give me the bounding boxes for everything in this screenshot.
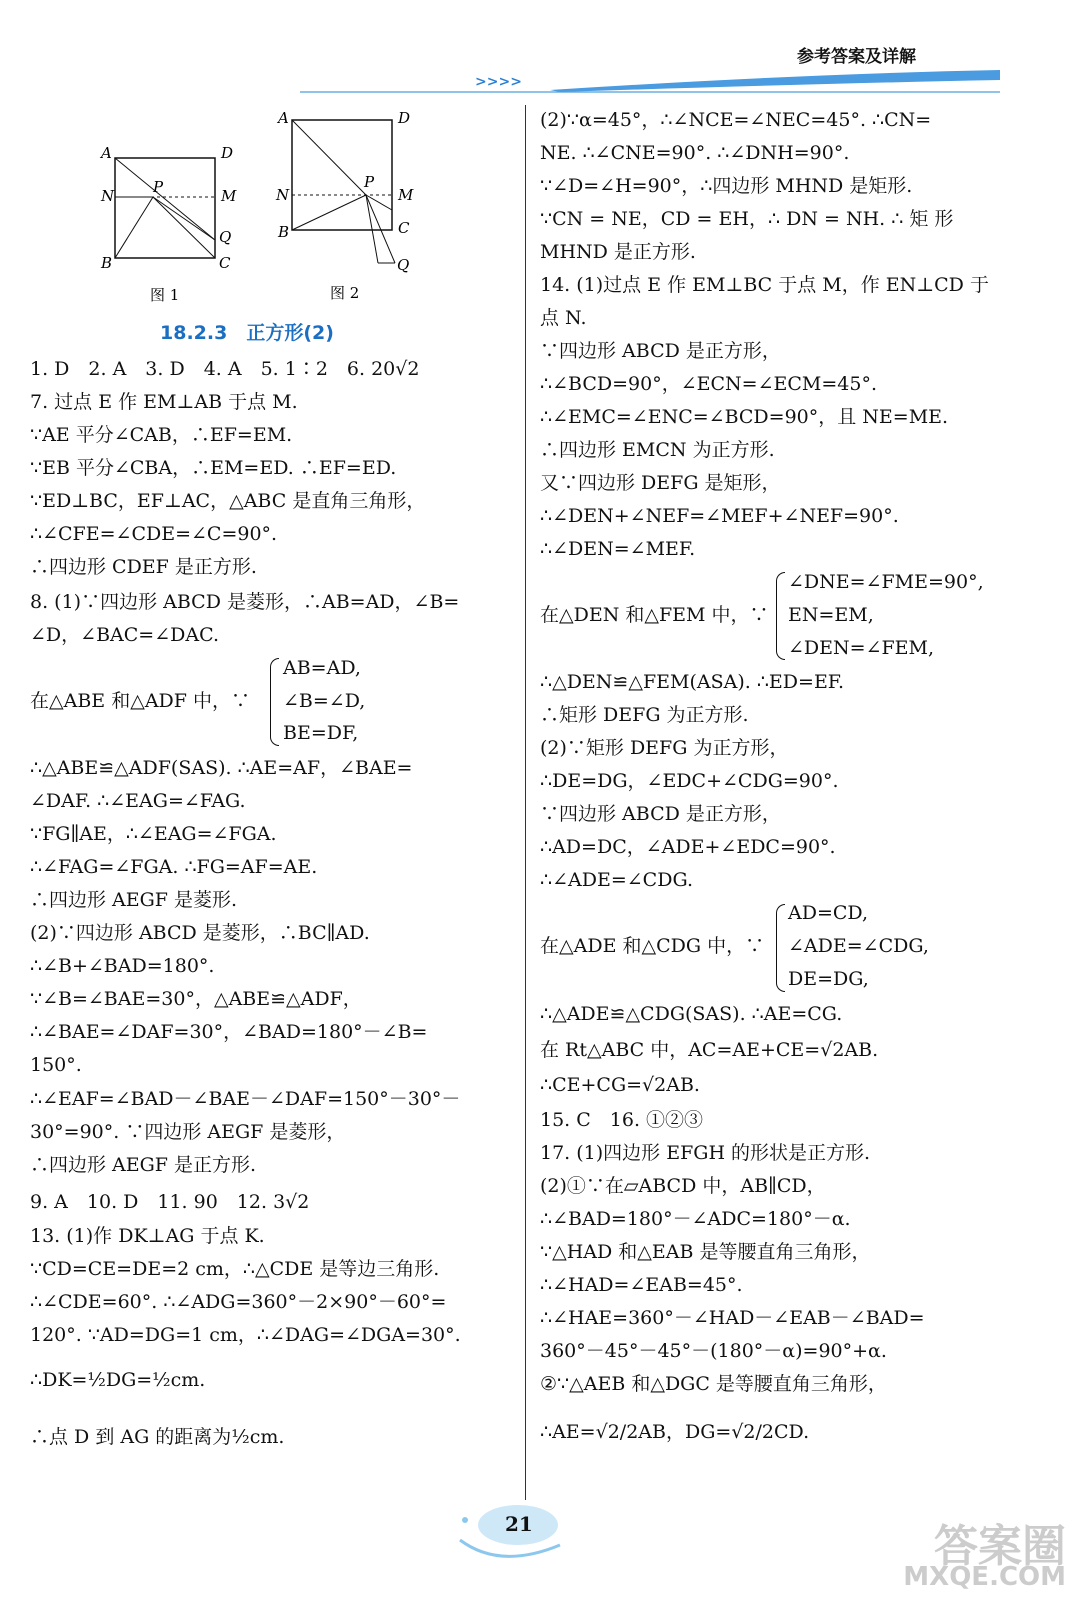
answer-line: 在 Rt△ABC 中，AC=AE+CE=√2AB. <box>540 1039 879 1061</box>
answer-line: ∴△ADE≌△CDG(SAS). ∴AE=CG. <box>540 1003 843 1025</box>
answer-line: ∴DK=½DG=½cm. <box>30 1369 206 1391</box>
brace <box>270 658 279 746</box>
fig2-label-a: A <box>278 109 289 127</box>
answer-line: ∠ADE=∠CDG, <box>788 935 929 957</box>
answer-line: ∴∠HAE=360°－∠HAD－∠EAB－∠BAD= <box>540 1307 925 1329</box>
answer-line: BE=DF, <box>283 722 359 744</box>
answer-line: ∴∠ADE=∠CDG. <box>540 869 693 891</box>
answer-line: ∴∠CDE=60°. ∴∠ADG=360°－2×90°－60°= <box>30 1291 447 1313</box>
answer-line: 360°－45°－45°－(180°－α)=90°+α. <box>540 1340 887 1362</box>
answer-line: 14. (1)过点 E 作 EM⊥BC 于点 M，作 EN⊥CD 于 <box>540 274 989 296</box>
answer-line: ∴∠EMC=∠ENC=∠BCD=90°，且 NE=ME. <box>540 406 949 428</box>
fig2-label-d: D <box>398 109 411 127</box>
fig1-label-q: Q <box>219 228 232 246</box>
fig1-label-p: P <box>153 178 164 196</box>
column-divider <box>525 105 526 1500</box>
watermark-logo: 答案圈 <box>934 1521 1066 1572</box>
answer-line: 13. (1)作 DK⊥AG 于点 K. <box>30 1225 265 1247</box>
figure-1 <box>95 140 245 310</box>
answer-line: ∠DNE=∠FME=90°, <box>788 571 984 593</box>
answer-line: (2)①∵在▱ABCD 中，AB∥CD， <box>540 1175 826 1197</box>
answer-line: ∴四边形 AEGF 是菱形. <box>30 889 238 911</box>
brace <box>776 904 785 992</box>
answer-line: ②∵△AEB 和△DGC 是等腰直角三角形， <box>540 1373 887 1395</box>
answer-line: ∵CD=CE=DE=2 cm，∴△CDE 是等边三角形. <box>30 1258 440 1280</box>
answer-line: ∴AD=DC，∠ADE+∠EDC=90°. <box>540 836 836 858</box>
header-decoration <box>300 70 1020 98</box>
section-title: 18.2.3 正方形(2) <box>160 322 334 344</box>
fig2-label-c: C <box>398 219 410 237</box>
answer-line: 在△ADE 和△CDG 中，∵ <box>540 935 765 957</box>
answer-line: ∴四边形 CDEF 是正方形. <box>30 556 257 578</box>
answer-line: 又∵四边形 DEFG 是矩形， <box>540 472 781 494</box>
answer-line: ∴∠BAD=180°－∠ADC=180°－α. <box>540 1208 851 1230</box>
fig1-label-a: A <box>101 144 112 162</box>
answer-line: ∵∠D=∠H=90°，∴四边形 MHND 是矩形. <box>540 175 913 197</box>
answer-line: AB=AD, <box>283 657 361 679</box>
answer-line: NE. ∴∠CNE=90°. ∴∠DNH=90°. <box>540 142 850 164</box>
answer-line: ∴△ABE≌△ADF(SAS). ∴AE=AF，∠BAE= <box>30 757 413 779</box>
answer-line: 点 N. <box>540 307 587 329</box>
answer-line: ∵四边形 ABCD 是正方形， <box>540 803 781 825</box>
answer-line: DE=DG, <box>788 968 869 990</box>
answer-line: ∵∠B=∠BAE=30°，△ABE≌△ADF， <box>30 988 362 1010</box>
fig2-caption: 图 2 <box>330 284 360 302</box>
answer-line: MHND 是正方形. <box>540 241 696 263</box>
figure-2 <box>270 105 430 310</box>
answer-line: ∵AE 平分∠CAB，∴EF=EM. <box>30 424 293 446</box>
answer-line: ∴四边形 EMCN 为正方形. <box>540 439 775 461</box>
answer-line: ∵△HAD 和△EAB 是等腰直角三角形， <box>540 1241 871 1263</box>
answer-line: (2)∵矩形 DEFG 为正方形， <box>540 737 789 759</box>
answer-line: ∴∠BAE=∠DAF=30°，∠BAD=180°－∠B= <box>30 1021 428 1043</box>
watermark-url: MXQE.COM <box>903 1562 1066 1592</box>
answer-line: AD=CD, <box>788 902 869 924</box>
brace <box>776 572 785 660</box>
fig1-label-b: B <box>101 254 113 272</box>
answer-line: ∠DAF. ∴∠EAG=∠FAG. <box>30 790 246 812</box>
fig1-label-c: C <box>219 254 231 272</box>
answer-line: ∠D，∠BAC=∠DAC. <box>30 624 219 646</box>
svg-text:>>>>: >>>> <box>475 74 522 90</box>
answer-line: 120°. ∵AD=DG=1 cm，∴∠DAG=∠DGA=30°. <box>30 1324 461 1346</box>
fig1-label-n: N <box>101 187 115 205</box>
answer-line: 8. (1)∵四边形 ABCD 是菱形，∴AB=AD，∠B= <box>30 591 460 613</box>
answer-line: ∴点 D 到 AG 的距离为½cm. <box>30 1426 285 1448</box>
answer-line: ∠DEN=∠FEM, <box>788 637 935 659</box>
fig2-label-n: N <box>276 186 290 204</box>
answer-line: 30°=90°. ∵四边形 AEGF 是菱形， <box>30 1121 346 1143</box>
answer-line: 17. (1)四边形 EFGH 的形状是正方形. <box>540 1142 871 1164</box>
answer-line: ∴∠DEN+∠NEF=∠MEF+∠NEF=90°. <box>540 505 899 527</box>
answer-line: ∴AE=√2/2AB，DG=√2/2CD. <box>540 1421 810 1443</box>
answer-line: ∵四边形 ABCD 是正方形， <box>540 340 781 362</box>
answer-line: ∠B=∠D, <box>283 690 366 712</box>
header-title: 参考答案及详解 <box>797 47 916 67</box>
answer-line: ∴∠HAD=∠EAB=45°. <box>540 1274 743 1296</box>
answer-line: ∴△DEN≌△FEM(ASA). ∴ED=EF. <box>540 671 845 693</box>
answer-line: (2)∵α=45°，∴∠NCE=∠NEC=45°. ∴CN= <box>540 109 932 131</box>
fig2-label-p: P <box>364 173 375 191</box>
fig1-label-d: D <box>221 144 234 162</box>
answer-line: ∴∠BCD=90°，∠ECN=∠ECM=45°. <box>540 373 877 395</box>
answer-line: ∴DE=DG，∠EDC+∠CDG=90°. <box>540 770 839 792</box>
answer-line: ∴矩形 DEFG 为正方形. <box>540 704 749 726</box>
answer-line: ∵FG∥AE，∴∠EAG=∠FGA. <box>30 823 277 845</box>
answer-line: ∴∠CFE=∠CDE=∠C=90°. <box>30 523 278 545</box>
answer-line: ∴∠B+∠BAD=180°. <box>30 955 215 977</box>
fig2-label-m: M <box>398 186 414 204</box>
answer-line: 9. A 10. D 11. 90 12. 3√2 <box>30 1191 310 1213</box>
answer-line: ∴∠EAF=∠BAD－∠BAE－∠DAF=150°－30°－ <box>30 1088 461 1110</box>
fig1-label-m: M <box>221 187 237 205</box>
answer-line: 7. 过点 E 作 EM⊥AB 于点 M. <box>30 391 298 413</box>
answer-line: 1. D 2. A 3. D 4. A 5. 1∶2 6. 20√2 <box>30 358 420 380</box>
fig2-label-b: B <box>278 223 290 241</box>
fig2-label-q: Q <box>397 256 410 274</box>
answer-line: ∴∠DEN=∠MEF. <box>540 538 696 560</box>
answer-line: ∴CE+CG=√2AB. <box>540 1074 700 1096</box>
answer-line: ∴∠FAG=∠FGA. ∴FG=AF=AE. <box>30 856 318 878</box>
answer-line: ∴四边形 AEGF 是正方形. <box>30 1154 257 1176</box>
answer-line: EN=EM, <box>788 604 874 626</box>
answer-line: 15. C 16. ①②③ <box>540 1109 704 1131</box>
answer-line: 150°. <box>30 1054 82 1076</box>
answer-line: ∵ED⊥BC，EF⊥AC，△ABC 是直角三角形， <box>30 490 426 512</box>
answer-line: 在△ABE 和△ADF 中，∵ <box>30 690 250 712</box>
answer-line: ∵EB 平分∠CBA，∴EM=ED. ∴EF=ED. <box>30 457 397 479</box>
answer-line: (2)∵四边形 ABCD 是菱形，∴BC∥AD. <box>30 922 370 944</box>
answer-line: 在△DEN 和△FEM 中，∵ <box>540 604 769 626</box>
fig1-caption: 图 1 <box>150 286 180 304</box>
page-number: 21 <box>505 1512 533 1536</box>
answer-line: ∵CN = NE，CD = EH，∴ DN = NH. ∴ 矩 形 <box>540 208 954 230</box>
